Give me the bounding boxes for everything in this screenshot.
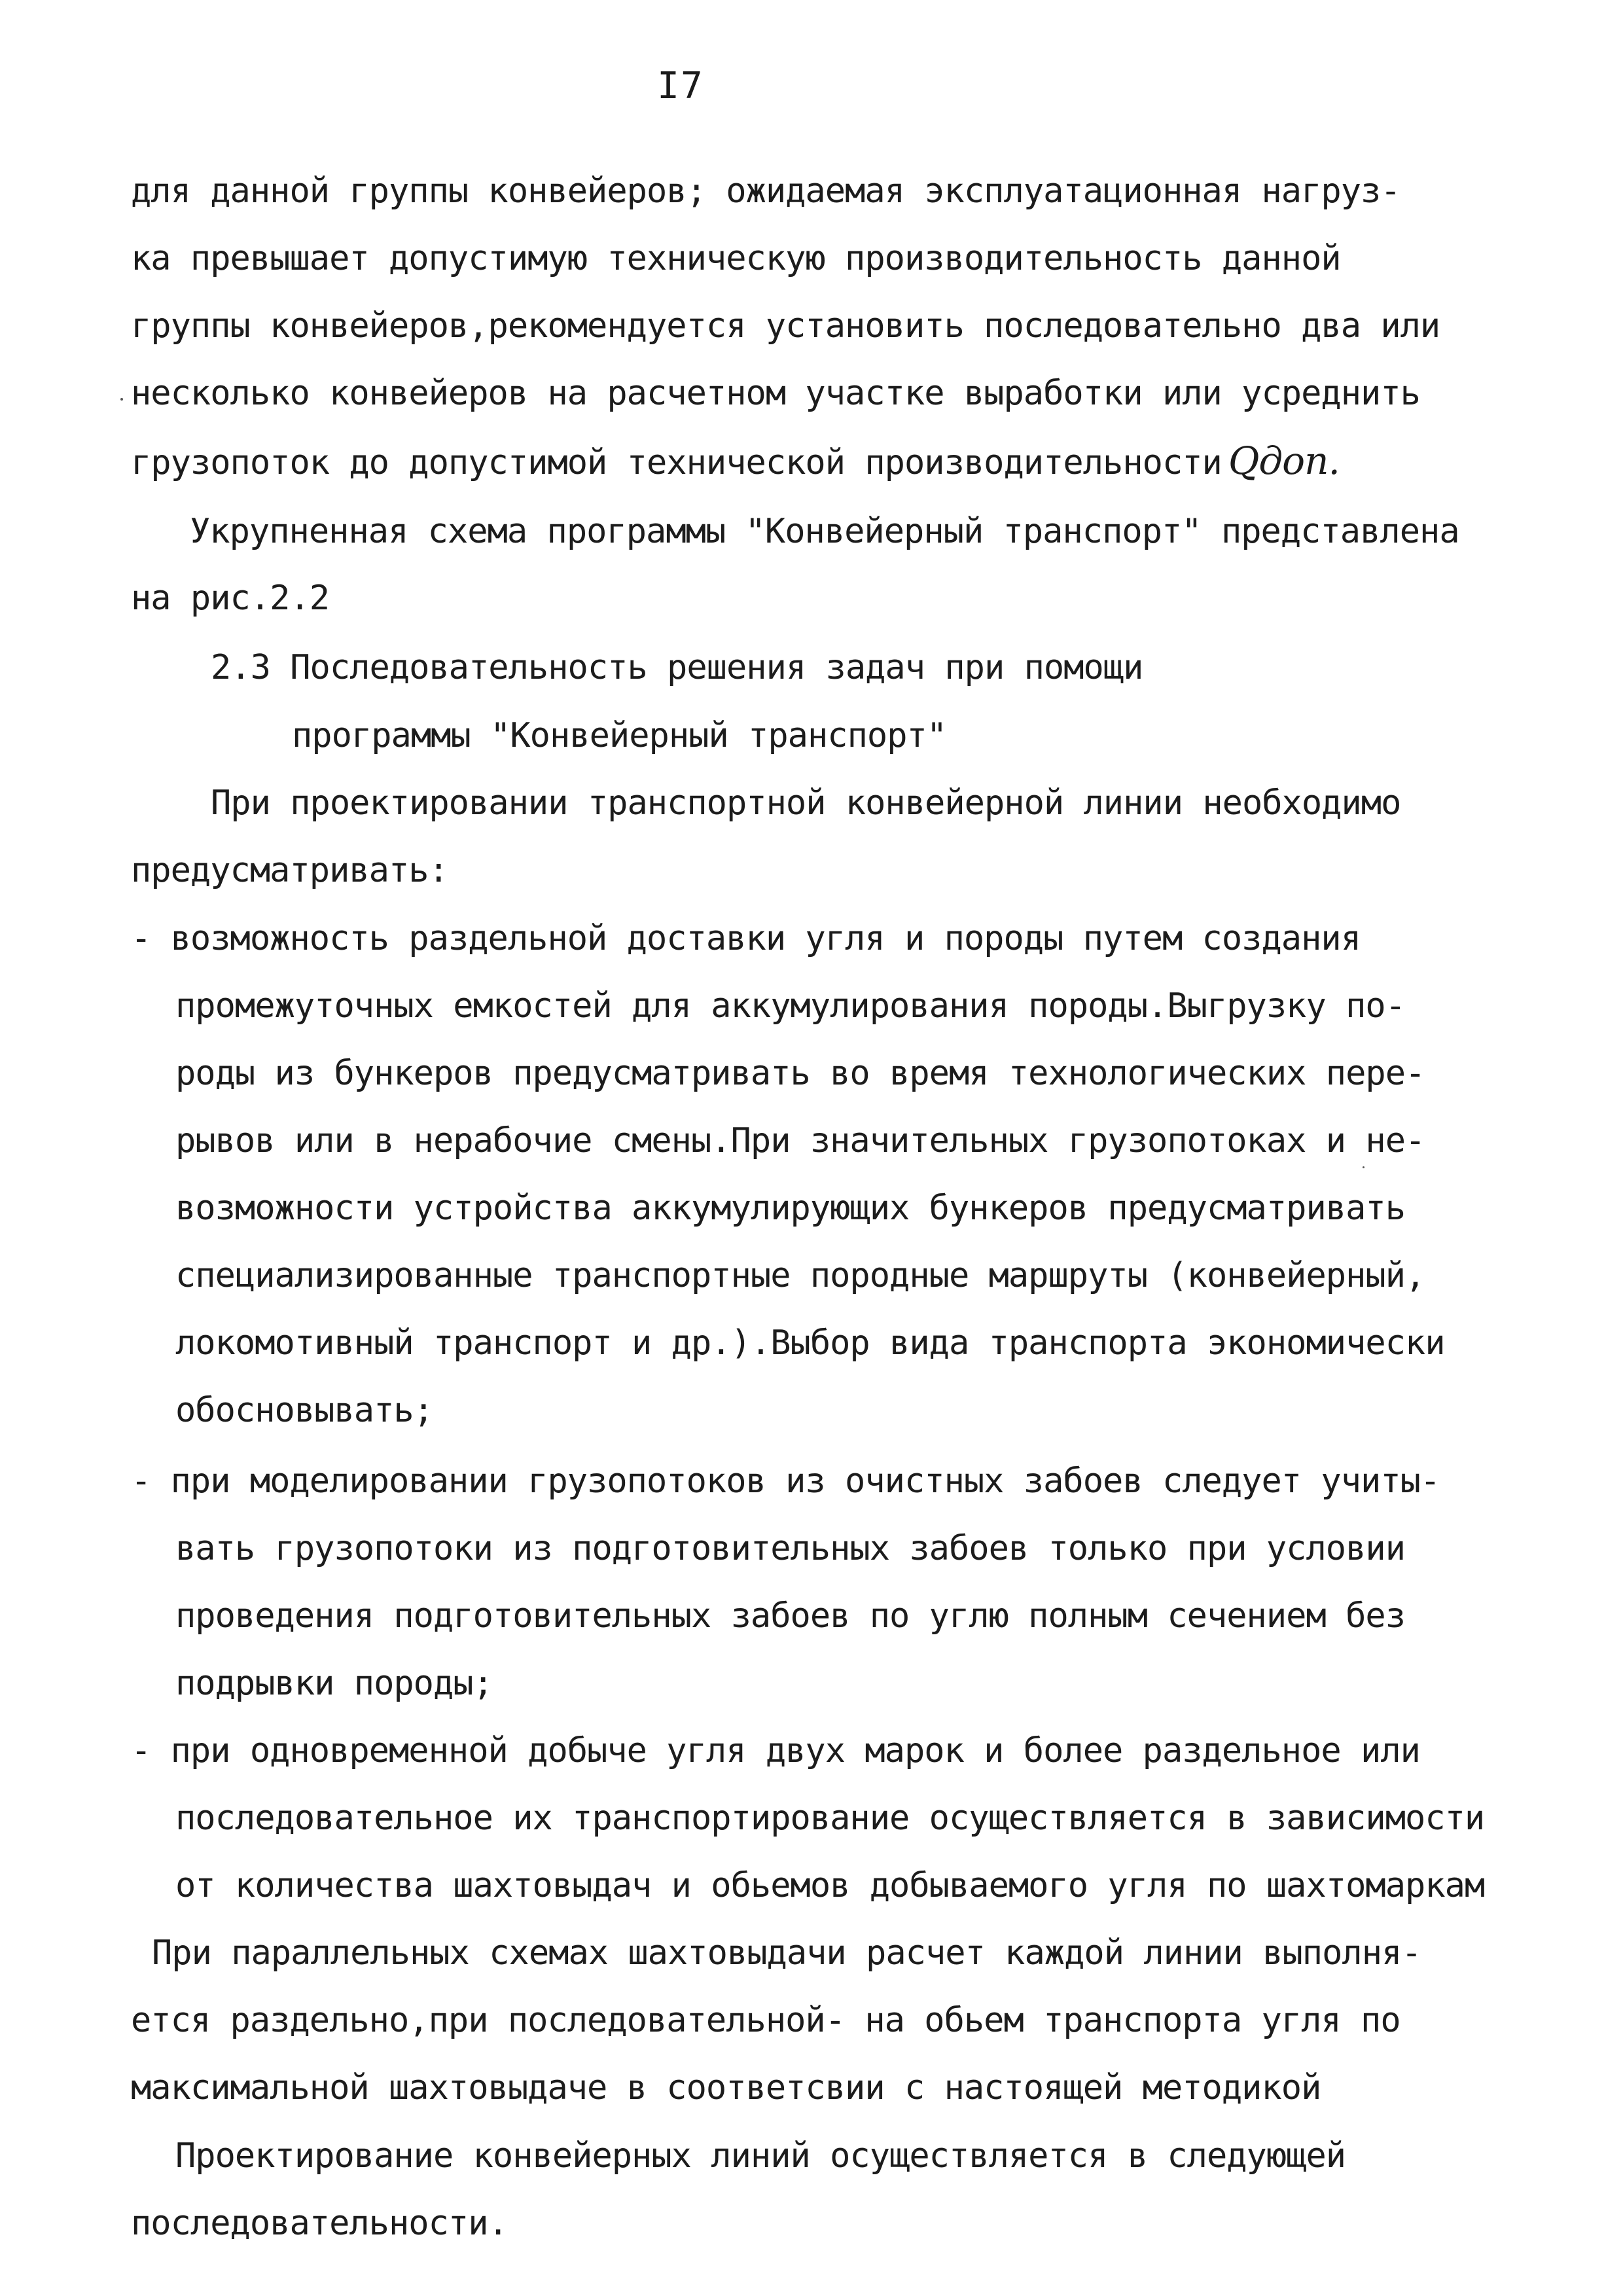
list-item: - возможность раздельной доставки угля и породы путем создания — [131, 919, 1361, 958]
text-line: Проектирование конвейерных линий осуществляется в следующей — [175, 2136, 1346, 2176]
text-line: группы конвейеров,рекомендуется установить последовательно два или — [131, 306, 1440, 346]
text-line: максимальной шахтовыдаче в соответсвии с настоящей методикой — [131, 2068, 1321, 2108]
list-item: - при моделировании грузопотоков из очистных забоев следует учиты- — [131, 1462, 1440, 1501]
text-line: проведения подготовительных забоев по углю полным сечением без — [175, 1596, 1406, 1636]
text-line: подрывки породы; — [175, 1664, 493, 1703]
scan-speck — [1363, 1166, 1364, 1168]
text-line: вать грузопотоки из подготовительных забоев только при условии — [175, 1529, 1406, 1568]
text-line: промежуточных емкостей для аккумулирования породы.Выгрузку по- — [175, 986, 1406, 1026]
list-item: - при одновременной добыче угля двух марок и более раздельное или — [131, 1731, 1420, 1770]
text-line: на рис.2.2 — [131, 579, 330, 618]
text-line: роды из бункеров предусматривать во время технологических пере- — [175, 1054, 1425, 1093]
text-line: специализированные транспортные породные маршруты (конвейерный, — [175, 1256, 1425, 1295]
text-line: обосновывать; — [175, 1391, 433, 1430]
section-heading: программы "Конвейерный транспорт" — [292, 716, 947, 755]
text-line: При проектировании транспортной конвейерной линии необходимо — [211, 783, 1401, 823]
text-line: ка превышает допустимую техническую производительность данной — [131, 239, 1341, 278]
page-number: I7 — [657, 65, 704, 107]
text-line: ется раздельно,при последовательной- на обьем транспорта угля по — [131, 2001, 1400, 2040]
handwritten-symbol-q-allowable: Qдоп. — [1228, 439, 1340, 483]
text-line-with-symbol — [131, 441, 1340, 482]
text-line: от количества шахтовыдач и обьемов добываемого угля по шахтомаркам — [175, 1866, 1485, 1905]
text-line: Укрупненная схема программы "Конвейерный транспорт" представлена — [190, 512, 1459, 551]
text-line: последовательное их транспортирование осуществляется в зависимости — [175, 1799, 1485, 1838]
scan-speck — [120, 398, 123, 401]
section-heading: 2.3 Последовательность решения задач при помощи — [211, 648, 1143, 687]
text-line: последовательности. — [131, 2204, 508, 2243]
text-line: для данной группы конвейеров; ожидаемая эксплуатационная нагруз- — [131, 171, 1400, 211]
text-line: несколько конвейеров на расчетном участке выработки или усреднить — [131, 374, 1420, 413]
text-line: рывов или в нерабочие смены.При значительных грузопотоках и не- — [175, 1121, 1425, 1160]
text-line: При параллельных схемах шахтовыдачи расчет каждой линии выполня- — [152, 1933, 1421, 1973]
text-line: предусматривать: — [131, 851, 448, 890]
text-line: грузопоток до допустимой технической производительности — [131, 443, 1222, 482]
text-line: возможности устройства аккумулирующих бункеров предусматривать — [175, 1189, 1406, 1228]
text-line: локомотивный транспорт и др.).Выбор вида транспорта экономически — [175, 1323, 1445, 1363]
